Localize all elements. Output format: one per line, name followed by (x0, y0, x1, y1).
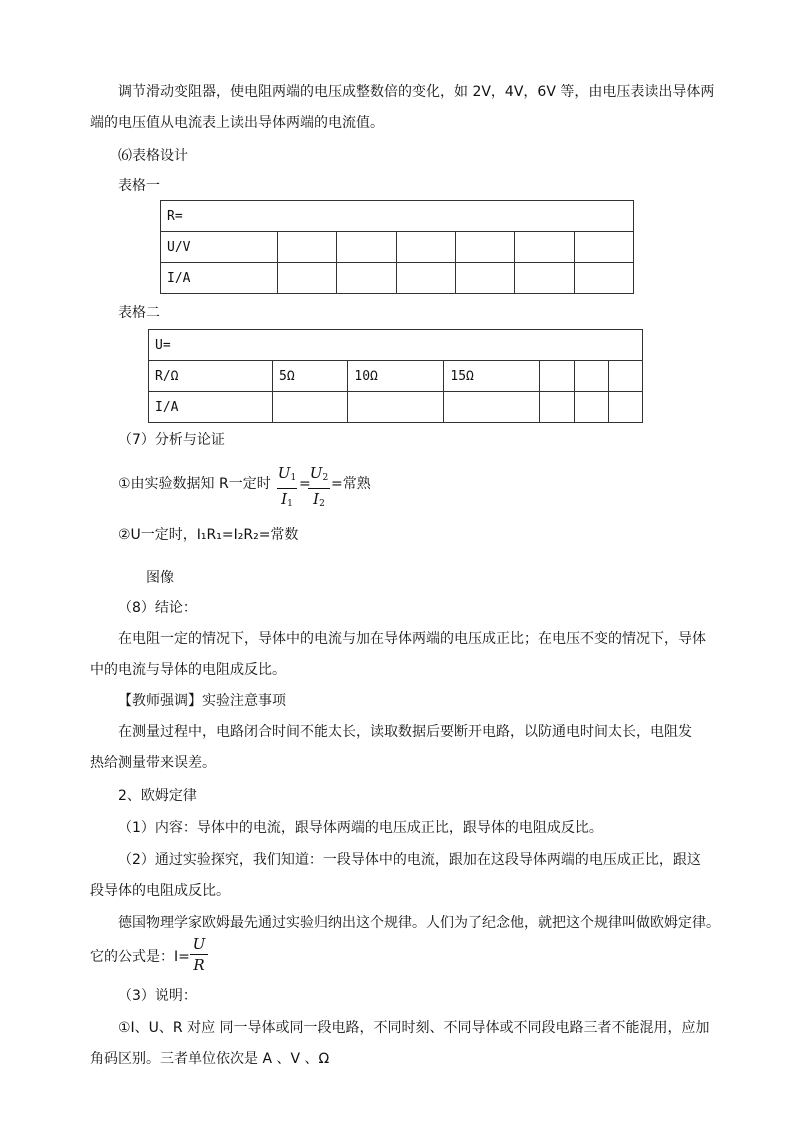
table-cell (455, 232, 514, 263)
ohm-formula-fraction (190, 936, 208, 973)
table-header: R= (161, 201, 634, 232)
table-header: U= (149, 330, 643, 361)
subscript: 2 (319, 499, 325, 509)
table-cell (608, 361, 642, 392)
analysis-item-2: ②U一定时，I₁R₁=I₂R₂=常数 (118, 527, 299, 543)
numerator: U (309, 464, 323, 482)
table-cell: 15Ω (444, 361, 540, 392)
table-cell (337, 232, 396, 263)
table-cell (574, 232, 633, 263)
subscript: 2 (322, 473, 329, 483)
row-label: I/A (161, 263, 278, 294)
table-cell (574, 263, 633, 294)
paragraph-line: 调节滑动变阻器，使电阻两端的电压成整数倍的变化，如 2V，4V，6V 等，由电压表读出导体两 (118, 84, 715, 100)
denominator: I (313, 490, 320, 508)
table-cell (515, 263, 574, 294)
teacher-note-title: 【教师强调】实验注意事项 (118, 693, 286, 709)
image-label: 图像 (146, 570, 174, 586)
table-caption: 表格二 (118, 305, 160, 321)
paragraph-line: 在电阻一定的情况下，导体中的电流与加在导体两端的电压成正比；在电压不变的情况下，导体 (118, 631, 706, 647)
denominator: R (193, 956, 205, 974)
formula-prefix: 它的公式是：I= (90, 949, 190, 965)
table-cell (278, 232, 337, 263)
table-cell (574, 361, 608, 392)
paragraph-line: 中的电流与导体的电阻成反比。 (90, 662, 286, 678)
paragraph-line: 在测量过程中，电路闭合时间不能太长，读取数据后要断开电路，以防通电时间太长，电阻发 (118, 724, 692, 740)
paragraph-line: 段导体的电阻成反比。 (90, 883, 230, 899)
paragraph-line: （1）内容：导体中的电流，跟导体两端的电压成正比，跟导体的电阻成反比。 (118, 820, 603, 836)
table-cell (574, 392, 608, 423)
subscript: 1 (287, 499, 293, 509)
numerator: U (277, 464, 291, 482)
section-heading: 2、欧姆定律 (118, 788, 197, 804)
denominator: I (281, 490, 288, 508)
fraction-u1-i1 (277, 465, 297, 512)
paragraph-line: 端的电压值从电流表上读出导体两端的电流值。 (90, 115, 384, 131)
section-heading: ⑹表格设计 (118, 148, 188, 164)
numerator: U (192, 935, 206, 953)
data-table-1 (160, 200, 634, 294)
paragraph-line: 角码区别。三者单位依次是 A 、V 、Ω (90, 1051, 330, 1067)
table-cell: 10Ω (348, 361, 444, 392)
table-cell (540, 392, 574, 423)
table-cell (540, 361, 574, 392)
row-label: I/A (149, 392, 273, 423)
table-caption: 表格一 (118, 178, 160, 194)
table-cell (348, 392, 444, 423)
table-cell (608, 392, 642, 423)
subscript: 1 (290, 473, 297, 483)
analysis-item-1-prefix: ①由实验数据知 R一定时 (118, 476, 271, 492)
paragraph-line: （2）通过实验探究，我们知道：一段导体中的电流，跟加在这段导体两端的电压成正比，跟这 (118, 852, 701, 868)
table-cell (396, 232, 455, 263)
table-cell (278, 263, 337, 294)
paragraph-line: 热给测量带来误差。 (90, 755, 216, 771)
table-cell (444, 392, 540, 423)
table-cell (515, 232, 574, 263)
equals-sign: = (299, 476, 311, 492)
table-cell: 5Ω (273, 361, 348, 392)
table-cell (455, 263, 514, 294)
data-table-2 (148, 329, 643, 423)
paragraph-line: ①I、U、R 对应 同一导体或同一段电路，不同时刻、不同导体或不同段电路三者不能混用，应加 (118, 1020, 710, 1036)
analysis-item-1-suffix: =常熟 (331, 476, 371, 492)
section-heading: （8）结论： (118, 600, 197, 616)
table-cell (396, 263, 455, 294)
table-cell (273, 392, 348, 423)
row-label: U/V (161, 232, 278, 263)
row-label: R/Ω (149, 361, 273, 392)
paragraph-line: 德国物理学家欧姆最先通过实验归纳出这个规律。人们为了纪念他，就把这个规律叫做欧姆定律。 (118, 915, 720, 931)
fraction-u2-i2 (308, 465, 330, 512)
table-cell (337, 263, 396, 294)
section-heading: （7）分析与论证 (118, 432, 225, 448)
section-heading: （3）说明： (118, 988, 197, 1004)
